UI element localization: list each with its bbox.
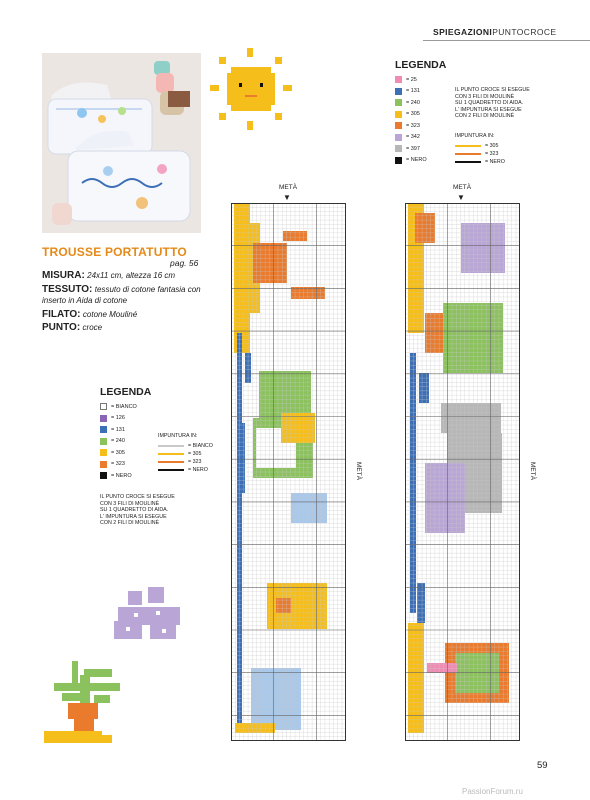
stitch-line: [158, 469, 184, 471]
legend-left: [100, 386, 151, 482]
legend-row: [100, 470, 151, 482]
stitch-line: [455, 161, 481, 163]
color-code: = 240: [406, 99, 420, 106]
color-swatch: [100, 472, 107, 479]
impuntura-row: [455, 142, 505, 150]
impuntura-left: IMPUNTURA IN: = BIANCO = 305 = 323 = NERO: [158, 433, 213, 473]
chart-right: [405, 203, 520, 741]
color-swatch: [395, 122, 402, 129]
impuntura-row: [455, 150, 505, 158]
color-code: = 126: [111, 415, 125, 422]
color-swatch: [100, 461, 107, 468]
chart-left: [231, 203, 346, 741]
color-swatch: [100, 426, 107, 433]
color-swatch: [395, 111, 402, 118]
color-swatch: [395, 76, 402, 83]
legend-row: [395, 155, 446, 167]
color-swatch: [395, 157, 402, 164]
meta-label-side-left: METÀ: [355, 462, 362, 481]
header-rule: [423, 40, 590, 41]
color-code: = NERO: [111, 472, 132, 479]
spec-misura: MISURA: 24x11 cm, altezza 16 cm: [42, 270, 176, 281]
arrow-down-icon: ▼: [283, 193, 291, 202]
product-photo: [42, 53, 201, 233]
color-swatch: [395, 88, 402, 95]
legend-row: [100, 447, 151, 459]
color-code: = NERO: [406, 157, 427, 164]
stitch-line: [158, 461, 184, 463]
stitch-line: [455, 145, 481, 147]
color-code: = 323: [111, 461, 125, 468]
color-swatch: [395, 145, 402, 152]
impuntura-row: [158, 466, 213, 474]
impuntura-row: [158, 450, 213, 458]
color-code: = 305: [111, 449, 125, 456]
spec-punto: PUNTO: croce: [42, 322, 103, 333]
stitch-code: = NERO: [188, 466, 208, 473]
section-category: PUNTOCROCE: [492, 27, 557, 37]
meta-label-left: METÀ: [279, 184, 298, 191]
impuntura-row: [158, 442, 213, 450]
stitch-line: [455, 153, 481, 155]
color-code: = 305: [406, 111, 420, 118]
color-swatch: [100, 449, 107, 456]
impuntura-row: [455, 158, 505, 166]
color-code: = 131: [111, 426, 125, 433]
legend-title: LEGENDA: [100, 386, 152, 398]
legend-row: [395, 132, 446, 144]
color-code: = 323: [406, 122, 420, 129]
legend-right: [395, 59, 446, 166]
product-title: TROUSSE PORTATUTTO: [42, 245, 187, 259]
watermark: PassionForum.ru: [462, 787, 523, 796]
arrow-down-icon: ▼: [457, 193, 465, 202]
page-reference: pag. 56: [170, 258, 199, 268]
palm-carrot-motif: [44, 655, 144, 750]
stitch-code: = NERO: [485, 158, 505, 165]
page-number: 59: [537, 760, 548, 771]
stitch-code: = 323: [485, 150, 499, 157]
legend-row: [100, 401, 151, 413]
color-code: = BIANCO: [111, 403, 137, 410]
color-swatch: [100, 415, 107, 422]
color-swatch: [395, 134, 402, 141]
color-swatch: [395, 99, 402, 106]
meta-label-side-right: METÀ: [529, 462, 536, 481]
stitch-code: = 305: [188, 450, 202, 457]
sun-motif: [207, 45, 297, 135]
impuntura-right: IMPUNTURA IN: = 305 = 323 = NERO: [455, 133, 505, 165]
color-swatch: [100, 438, 107, 445]
impuntura-row: [158, 458, 213, 466]
legend-row: [100, 459, 151, 471]
legend-row: [395, 97, 446, 109]
stitch-line: [158, 453, 184, 455]
cloud-motif: [110, 585, 188, 645]
color-code: = 240: [111, 438, 125, 445]
spec-filato: FILATO: cotone Mouliné: [42, 309, 138, 320]
stitch-code: = BIANCO: [188, 442, 213, 449]
legend-row: [395, 109, 446, 121]
legend-row: [395, 120, 446, 132]
color-code: = 131: [406, 88, 420, 95]
section-header: [433, 27, 556, 37]
legend-row: [395, 143, 446, 155]
legend-row: [100, 436, 151, 448]
stitch-line: [158, 445, 184, 447]
color-code: = 25: [406, 76, 417, 83]
stitch-code: = 305: [485, 142, 499, 149]
legend-row: [395, 86, 446, 98]
legend-row: [395, 74, 446, 86]
stitch-code: = 323: [188, 458, 202, 465]
legend-row: [100, 413, 151, 425]
color-code: = 342: [406, 134, 420, 141]
spec-tessuto: TESSUTO: tessuto di cotone fantasia con inserto in Aida di cotone: [42, 284, 201, 305]
meta-label-right: METÀ: [453, 184, 472, 191]
legend-left-note: IL PUNTO CROCE SI ESEGUE CON 3 FILI DI MOULINÈ SU 1 QUADRETTO DI AIDA. L' IMPUNTURA SI ESEGUE CON 2 FILI DI MOULINÈ: [100, 494, 175, 526]
color-swatch: [100, 403, 107, 410]
legend-right-note: IL PUNTO CROCE SI ESEGUE CON 3 FILI DI MOULINÈ SU 1 QUADRETTO DI AIDA. L' IMPUNTURA SI ESEGUE CON 2 FILI DI MOULINÈ: [455, 87, 530, 119]
legend-row: [100, 424, 151, 436]
color-code: = 397: [406, 145, 420, 152]
legend-title: LEGENDA: [395, 59, 447, 71]
section-name: SPIEGAZIONI: [433, 27, 493, 37]
